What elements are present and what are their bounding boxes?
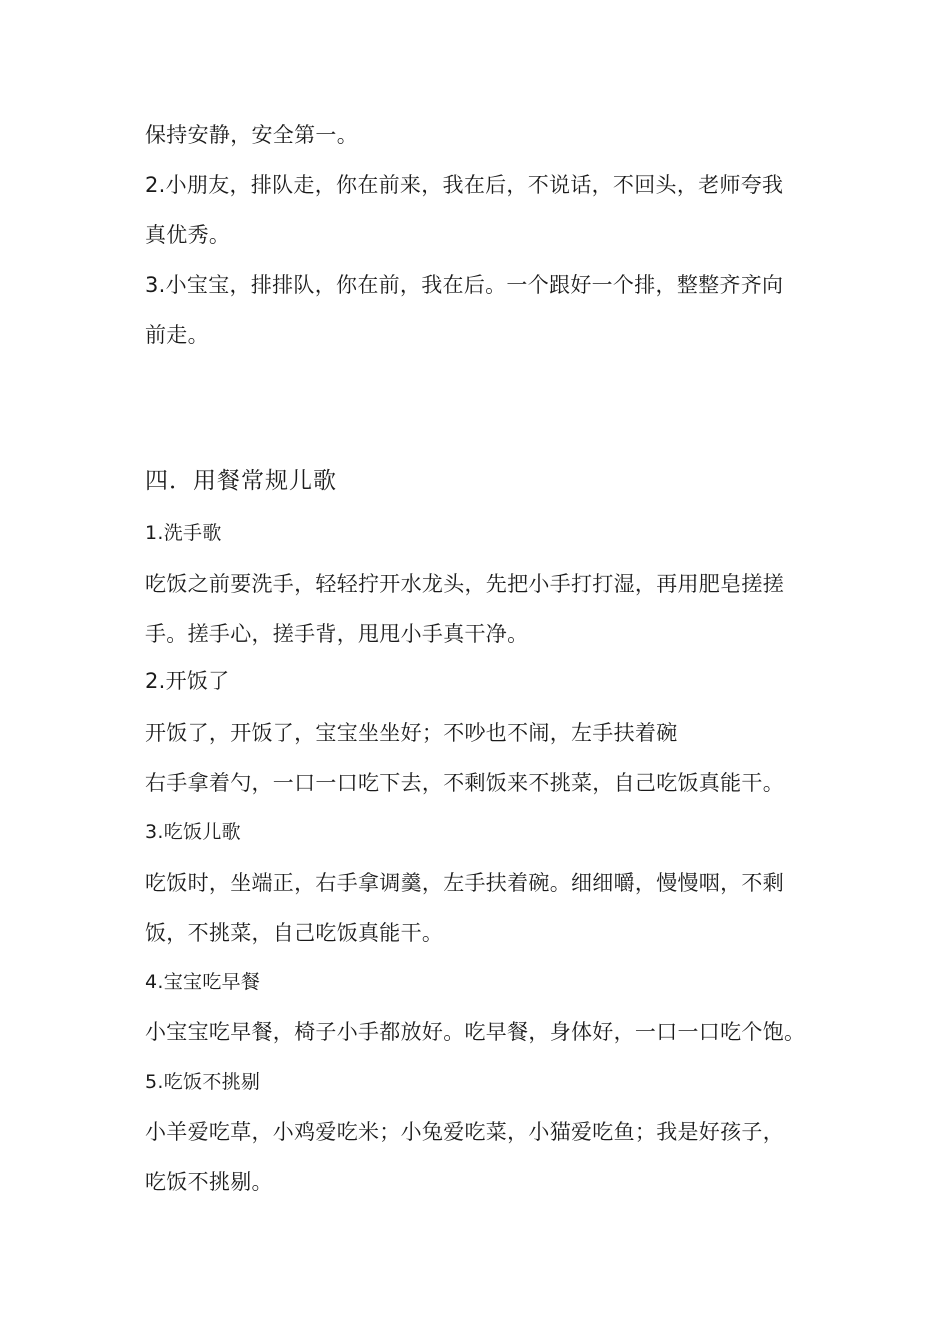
text-line: 2.小朋友，排队走，你在前来，我在后，不说话，不回头，老师夸我: [145, 173, 784, 197]
text-line: 手。搓手心，搓手背，甩甩小手真干净。: [145, 622, 529, 646]
song-title: 2.开饭了: [145, 669, 230, 693]
text-line: 饭，不挑菜，自己吃饭真能干。: [145, 921, 444, 945]
text-line: 吃饭时，坐端正，右手拿调羹，左手扶着碗。细细嚼，慢慢咽，不剩: [145, 871, 784, 895]
song-title: 3.吃饭儿歌: [145, 821, 241, 843]
text-line: 吃饭不挑剔。: [145, 1170, 273, 1194]
section-heading: 四．用餐常规儿歌: [145, 468, 337, 494]
text-line: 右手拿着勺，一口一口吃下去，不剩饭来不挑菜，自己吃饭真能干。: [145, 771, 784, 795]
song-title: 4.宝宝吃早餐: [145, 971, 261, 993]
text-line: 3.小宝宝，排排队，你在前，我在后。一个跟好一个排，整整齐齐向: [145, 273, 784, 297]
text-line: 前走。: [145, 323, 209, 347]
text-line: 真优秀。: [145, 223, 231, 247]
text-line: 吃饭之前要洗手，轻轻拧开水龙头，先把小手打打湿，再用肥皂搓搓: [145, 572, 784, 596]
song-title: 1.洗手歌: [145, 522, 222, 544]
text-line: 开饭了，开饭了，宝宝坐坐好；不吵也不闹，左手扶着碗: [145, 721, 678, 745]
song-title: 5.吃饭不挑剔: [145, 1071, 261, 1093]
text-line: 小羊爱吃草，小鸡爱吃米；小兔爱吃菜，小猫爱吃鱼；我是好孩子，: [145, 1120, 784, 1144]
text-line: 保持安静，安全第一。: [145, 123, 358, 147]
text-line: 小宝宝吃早餐，椅子小手都放好。吃早餐，身体好，一口一口吃个饱。: [145, 1020, 806, 1044]
